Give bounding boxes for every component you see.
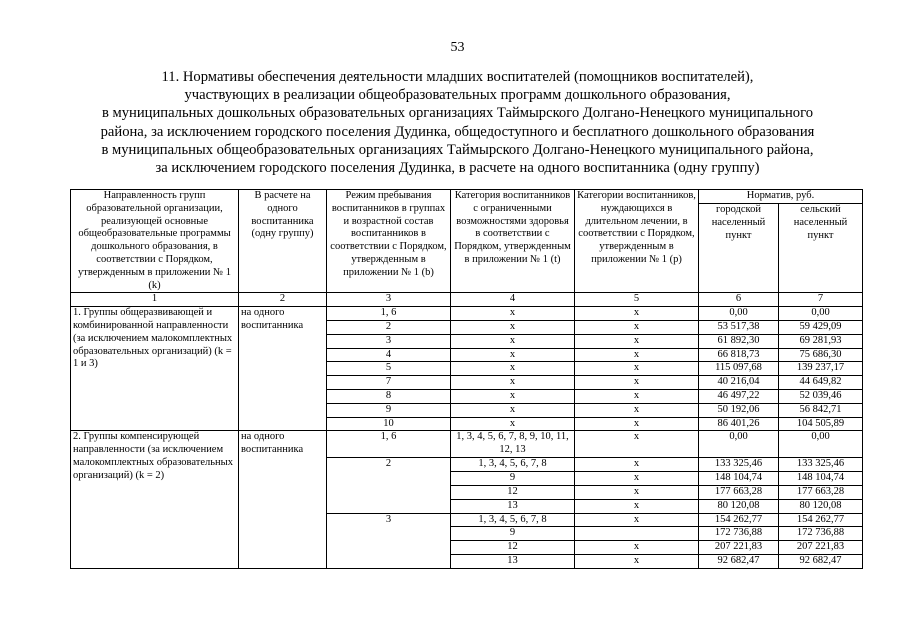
rural-value: 56 842,71 [779,403,863,417]
urban-value: 177 663,28 [699,485,779,499]
disability-cell: 12 [451,485,575,499]
regime-cell: 3 [327,334,451,348]
group1-label: 1. Группы общеразвивающей и комбинированной направленности (за исключением малокомплектных образовательных организаций) (k = 1 и 3) [71,307,239,431]
header-treatment-category: Категории воспитанников, нуждающихся в длительном лечении, в соответствии с Порядком, утвержденным в приложении № 1 (p) [575,190,699,293]
urban-value: 61 892,30 [699,334,779,348]
group2-label: 2. Группы компенсирующей направленности (за исключением малокомплектных образовательных организаций) (k = 2) [71,431,239,568]
urban-value: 133 325,46 [699,458,779,472]
table-row [71,307,863,321]
column-number: 7 [779,293,863,307]
treatment-cell: x [575,376,699,390]
rural-value: 0,00 [779,431,863,458]
disability-cell: 9 [451,472,575,486]
disability-cell: 13 [451,499,575,513]
header-norm: Норматив, руб. [699,190,863,204]
urban-value: 92 682,47 [699,554,779,568]
disability-cell: x [451,403,575,417]
disability-cell: 9 [451,527,575,541]
header-direction: Направленность групп образовательной организации, реализующей основные общеобразовательные программы дошкольного образования, в соответствии с Порядком, утвержденным в приложении № 1 (k) [71,190,239,293]
urban-value: 0,00 [699,307,779,321]
header-rural: сельский населенный пункт [779,204,863,293]
rural-value: 148 104,74 [779,472,863,486]
title-line: в муниципальных дошкольных образовательных организациях Таймырского Долгано-Ненецкого муниципального [101,105,814,122]
rural-value: 44 649,82 [779,376,863,390]
column-numbers-row [71,293,863,307]
treatment-cell: x [575,499,699,513]
column-number: 6 [699,293,779,307]
urban-value: 40 216,04 [699,376,779,390]
treatment-cell: x [575,554,699,568]
header-regime: Режим пребывания воспитанников в группах и возрастной состав воспитанников в соответствии с Порядком, утвержденным в приложении № 1 (b) [327,190,451,293]
urban-value: 0,00 [699,431,779,458]
disability-cell: x [451,362,575,376]
treatment-cell: x [575,307,699,321]
rural-value: 172 736,88 [779,527,863,541]
urban-value: 148 104,74 [699,472,779,486]
urban-value: 207 221,83 [699,541,779,555]
disability-cell: 1, 3, 4, 5, 6, 7, 8, 9, 10, 11, 12, 13 [451,431,575,458]
norms-table [70,189,863,569]
header-per-unit: В расчете на одного воспитанника (одну группу) [239,190,327,293]
page-number: 53 [450,40,465,55]
disability-cell: x [451,389,575,403]
treatment-cell: x [575,458,699,472]
rural-value: 139 237,17 [779,362,863,376]
urban-value: 66 818,73 [699,348,779,362]
rural-value: 104 505,89 [779,417,863,431]
rural-value: 177 663,28 [779,485,863,499]
regime-cell: 1, 6 [327,431,451,458]
regime-cell: 9 [327,403,451,417]
disability-cell: x [451,376,575,390]
column-number: 2 [239,293,327,307]
treatment-cell: x [575,513,699,527]
treatment-cell: x [575,417,699,431]
disability-cell: x [451,320,575,334]
regime-cell: 1, 6 [327,307,451,321]
regime-cell: 10 [327,417,451,431]
disability-cell: x [451,417,575,431]
header-disability-category: Категория воспитанников с ограниченными возможностями здоровья в соответствии с Порядком, утвержденным в приложении № 1 (t) [451,190,575,293]
urban-value: 154 262,77 [699,513,779,527]
disability-cell: 12 [451,541,575,555]
header-urban: городской населенный пункт [699,204,779,293]
group2-per-unit: на одного воспитанника [239,431,327,568]
urban-value: 53 517,38 [699,320,779,334]
treatment-cell: x [575,334,699,348]
regime-cell: 8 [327,389,451,403]
regime-cell: 2 [327,320,451,334]
treatment-cell: x [575,320,699,334]
disability-cell: x [451,334,575,348]
document-title [60,68,855,177]
rural-value: 59 429,09 [779,320,863,334]
title-line: в муниципальных общеобразовательных организациях Таймырского Долгано-Ненецкого муниципального района, [101,141,814,158]
group1-per-unit: на одного воспитанника [239,307,327,431]
title-line: участвующих в реализации общеобразовательных программ дошкольного образования, [184,87,731,104]
disability-cell: 1, 3, 4, 5, 6, 7, 8 [451,513,575,527]
treatment-cell [575,527,699,541]
regime-cell: 7 [327,376,451,390]
urban-value: 80 120,08 [699,499,779,513]
disability-cell: x [451,307,575,321]
treatment-cell: x [575,541,699,555]
rural-value: 75 686,30 [779,348,863,362]
title-line: района, за исключением городского поселения Дудинка, общедоступного и бесплатного дошкольного образования [100,123,815,140]
column-number: 1 [71,293,239,307]
treatment-cell: x [575,431,699,458]
urban-value: 86 401,26 [699,417,779,431]
treatment-cell: x [575,403,699,417]
rural-value: 207 221,83 [779,541,863,555]
rural-value: 133 325,46 [779,458,863,472]
treatment-cell: x [575,472,699,486]
rural-value: 69 281,93 [779,334,863,348]
disability-cell: x [451,348,575,362]
treatment-cell: x [575,485,699,499]
urban-value: 50 192,06 [699,403,779,417]
title-line: за исключением городского поселения Дудинка, в расчете на одного воспитанника (одну группу) [155,160,760,177]
regime-cell: 4 [327,348,451,362]
rural-value: 80 120,08 [779,499,863,513]
urban-value: 115 097,68 [699,362,779,376]
treatment-cell: x [575,362,699,376]
regime-cell: 2 [327,458,451,513]
rural-value: 154 262,77 [779,513,863,527]
rural-value: 52 039,46 [779,389,863,403]
column-number: 3 [327,293,451,307]
rural-value: 92 682,47 [779,554,863,568]
treatment-cell: x [575,348,699,362]
urban-value: 172 736,88 [699,527,779,541]
column-number: 5 [575,293,699,307]
regime-cell: 3 [327,513,451,568]
urban-value: 46 497,22 [699,389,779,403]
title-line: 11. Нормативы обеспечения деятельности младших воспитателей (помощников воспитателей), [161,69,754,85]
treatment-cell: x [575,389,699,403]
regime-cell: 5 [327,362,451,376]
table-row [71,431,863,458]
rural-value: 0,00 [779,307,863,321]
disability-cell: 1, 3, 4, 5, 6, 7, 8 [451,458,575,472]
disability-cell: 13 [451,554,575,568]
column-number: 4 [451,293,575,307]
